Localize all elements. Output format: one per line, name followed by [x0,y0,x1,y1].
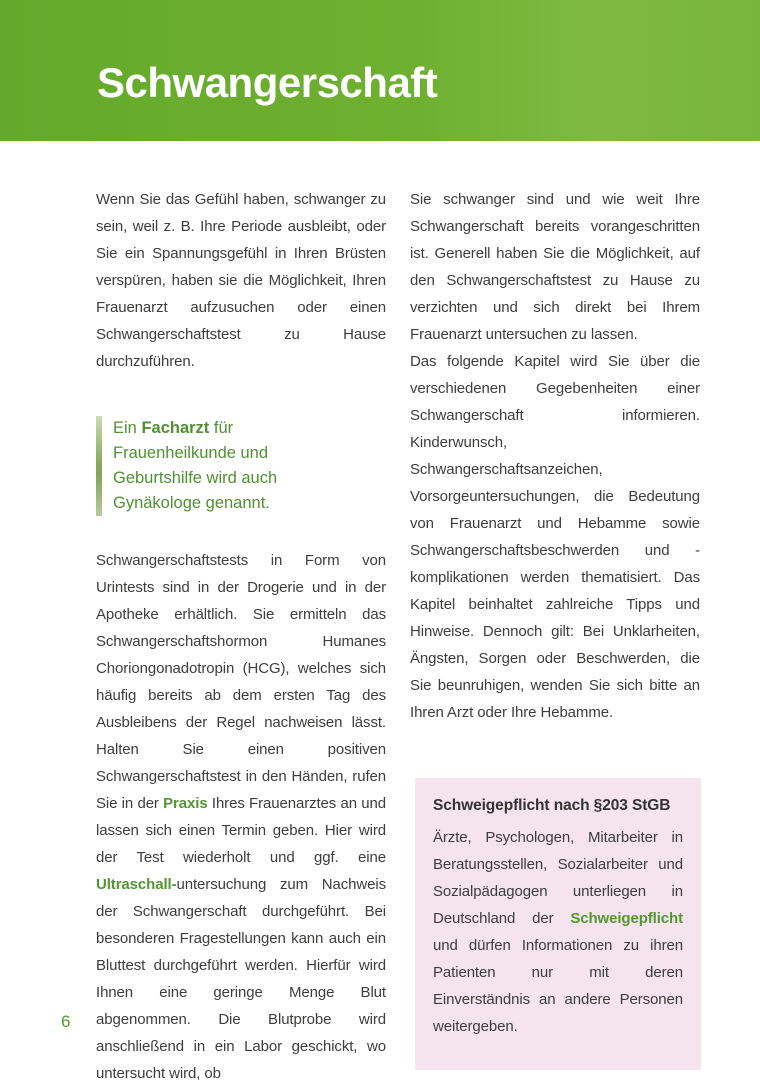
body-paragraph: Das folgende Kapitel wird Sie über die verschiedenen Gegebenheiten einer Schwangerschaft informieren. Kinderwunsch, Schwangerschaftsanzeichen, Vorsorgeuntersuchungen, die Bedeutung von Frauenarzt und Hebamme sowie Schwangerschaftsbeschwerden und -komplikationen werden thematisiert. Das Kapitel beinhaltet zahlreiche Tipps und Hinweise. Dennoch gilt: Bei Unklarheiten, Ängsten, Sorgen oder Beschwerden, die Sie beunruhigen, wenden Sie sich bitte an Ihren Arzt oder Ihre Hebamme. [410,353,700,721]
header-band [0,0,760,141]
info-box-title: Schweigepflicht nach §203 StGB [433,797,671,814]
info-box-body: Ärzte, Psychologen, Mitarbeiter in Beratungsstellen, Sozialarbeiter und Sozialpädagogen unterliegen in Deutschland der Schweigepflicht und dürfen Informationen zu ihren Patienten nur mit deren Einverständnis an andere Personen weitergeben. [433,829,683,1035]
body-paragraph: Sie schwanger sind und wie weit Ihre Schwangerschaft bereits vorangeschritten ist. Generell haben Sie die Möglichkeit, auf den Schwangerschaftstest zu Hause zu verzichten und sich direkt bei Ihrem Frauenarzt untersuchen zu lassen. [410,191,700,343]
right-column [410,186,700,726]
body-paragraph: Wenn Sie das Gefühl haben, schwanger zu sein, weil z. B. Ihre Periode ausbleibt, oder Sie ein Spannungsgefühl in Ihren Brüsten verspüren, haben sie die Möglichkeit, Ihren Frauenarzt aufzusuchen oder einen Schwangerschaftstest zu Hause durchzuführen. [96,191,386,370]
callout-text: Ein Facharzt für Frauenheilkunde und Geburtshilfe wird auch Gynäkologe genannt. [113,419,278,512]
body-paragraph: Schwangerschaftstests in Form von Urintests sind in der Drogerie und in der Apotheke erhältlich. Sie ermitteln das Schwangerschaftshormon Humanes Choriongonadotropin (HCG), welches sich häufig bereits ab dem ersten Tag des Ausbleibens der Regel nachweisen lässt. Halten Sie einen positiven Schwangerschaftstest in den Händen, rufen Sie in der Praxis Ihres Frauenarztes an und lassen sich einen Termin geben. Hier wird der Test wiederholt und ggf. eine Ultraschall-untersuchung zum Nachweis der Schwangerschaft durchgeführt. Bei besonderen Fragestellungen kann auch ein Bluttest durchgeführt werden. Hierfür wird Ihnen eine geringe Menge Blut abgenommen. Die Blutprobe wird anschließend in ein Labor geschickt, wo untersucht wird, ob [96,552,387,1082]
callout-quote [96,416,386,516]
page-number: 6 [61,1012,71,1031]
page-title: Schwangerschaft [97,59,438,106]
callout-accent-bar [96,416,102,516]
left-column [96,186,386,1087]
info-box [415,778,701,1070]
